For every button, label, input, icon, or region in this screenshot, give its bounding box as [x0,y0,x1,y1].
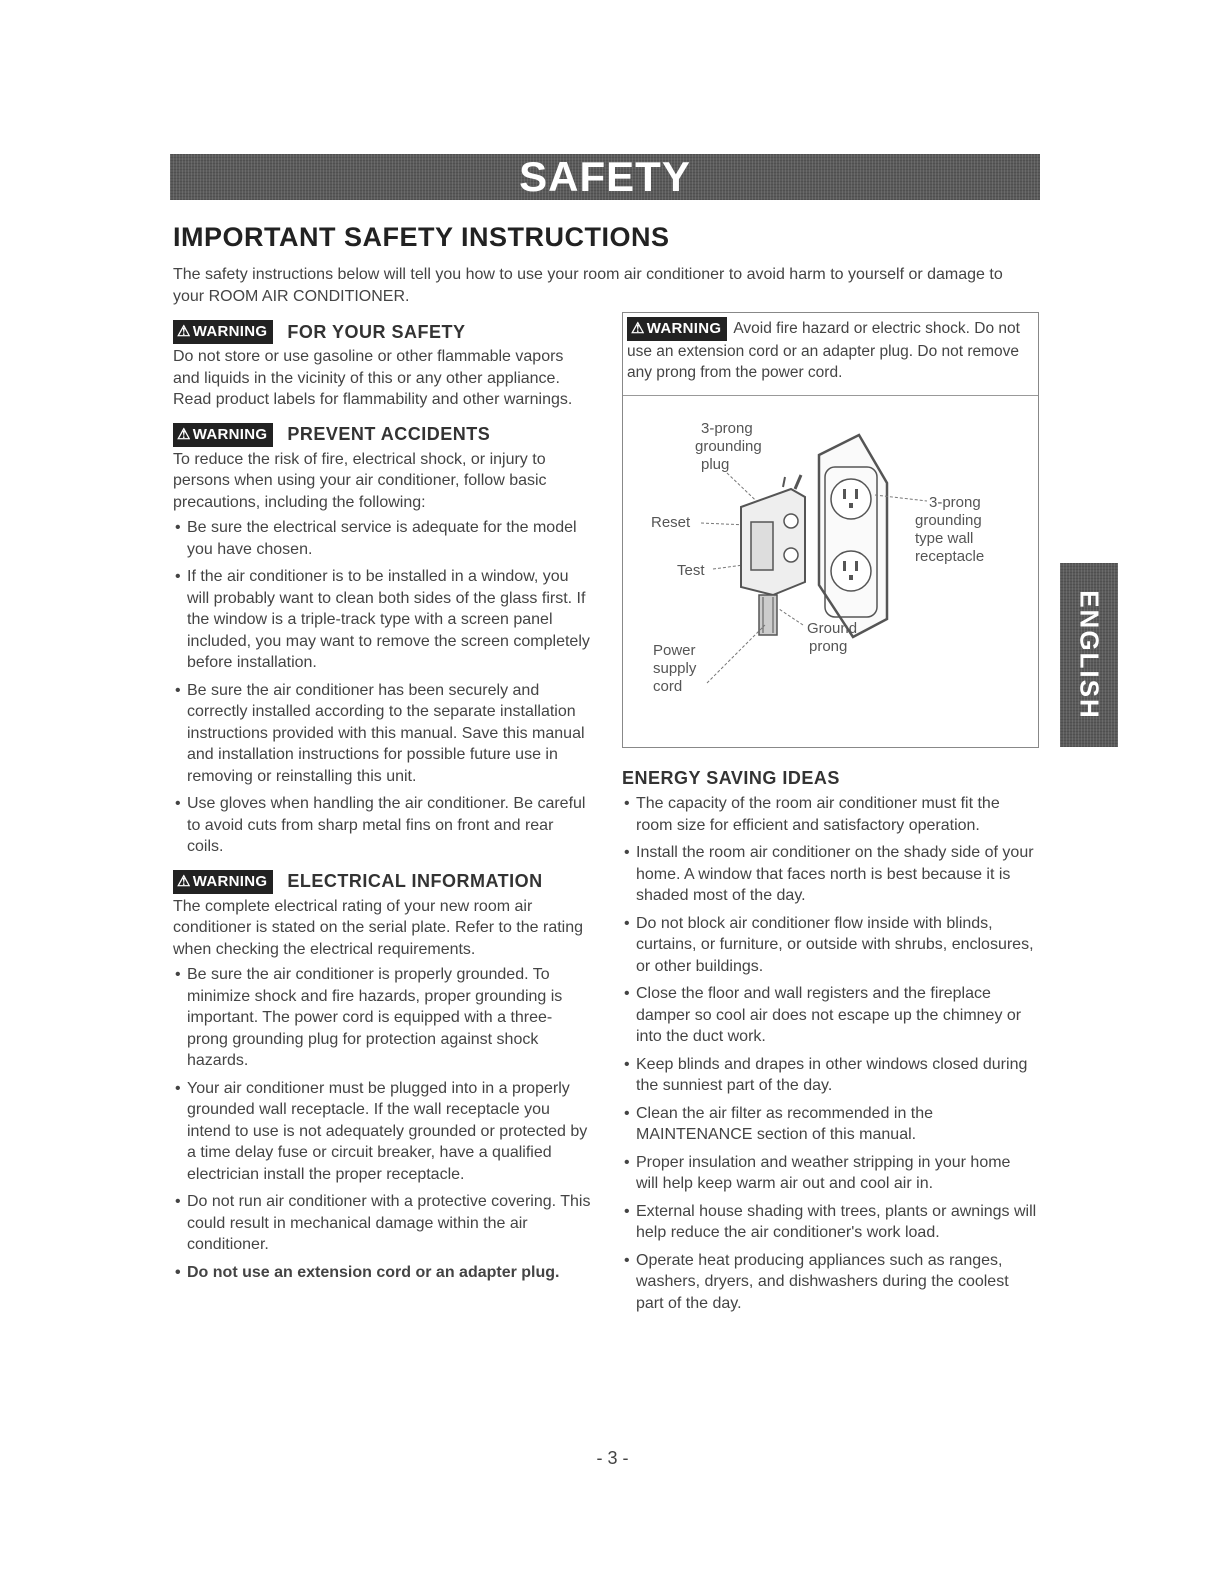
list-item: • Install the room air conditioner on the shady side of your home. A window that faces north is best because it is shaded most of the day. [622,842,1037,907]
warning-triangle-icon: ⚠ [631,320,645,337]
warning-badge: ⚠ WARNING [627,317,727,341]
warning-box-text: Avoid fire hazard or electric shock. Do not use an extension cord or an adapter plug. Do not remove any prong from the power cord. [627,320,1020,381]
section-text: The complete electrical rating of your new room air conditioner is stated on the serial plate. Refer to the rating when checking the electrical requirements. [173,897,584,958]
plug-icon [741,475,805,635]
warning-box [622,312,1039,748]
warning-triangle-icon: ⚠ [177,323,191,340]
warning-badge: ⚠ WARNING [173,870,273,894]
label-receptacle: 3-prong grounding type wall receptacle [915,494,985,565]
language-tab-label: ENGLISH [1074,590,1105,720]
list-item: • Be sure the air conditioner is properly grounded. To minimize shock and fire hazards, proper grounding is important. The power cord is equipped with a three-prong grounding plug for protection against shock hazards. [173,964,593,1072]
language-tab [1060,563,1118,747]
section-title: ENERGY SAVING IDEAS [622,768,840,788]
section-electrical-information [173,870,593,1284]
list-item-bold: • Do not use an extension cord or an adapter plug. [173,1262,593,1284]
warning-triangle-icon: ⚠ [177,872,191,890]
energy-list [622,793,1037,1314]
warning-badge: ⚠ WARNING [173,320,273,344]
receptacle-icon [819,435,887,637]
section-prevent-accidents [173,423,593,858]
list-item: • Close the floor and wall registers and the fireplace damper so cool air does not escape up the chimney or into the duct work. [622,983,1037,1048]
list-item: • Clean the air filter as recommended in the MAINTENANCE section of this manual. [622,1103,1037,1146]
banner-title: SAFETY [519,153,691,200]
page-title: IMPORTANT SAFETY INSTRUCTIONS [173,222,670,252]
list-item: • Do not run air conditioner with a protective covering. This could result in mechanical damage within the air conditioner. [173,1191,593,1256]
section-title: ELECTRICAL INFORMATION [287,871,543,891]
safety-banner [170,154,1040,200]
section-title: FOR YOUR SAFETY [287,321,466,342]
left-column [173,320,593,1295]
divider [623,395,1038,396]
list-item: • External house shading with trees, plants or awnings will help reduce the air conditioner's work load. [622,1201,1037,1244]
list-item: • Keep blinds and drapes in other windows closed during the sunniest part of the day. [622,1054,1037,1097]
list-item: • Your air conditioner must be plugged into in a properly grounded wall receptacle. If the wall receptacle you intend to use is not adequately grounded or protected by a time delay fuse or circuit breaker, have a qualified electrician install the proper receptacle. [173,1078,593,1186]
list-item: • Use gloves when handling the air conditioner. Be careful to avoid cuts from sharp metal fins on front and rear coils. [173,793,593,858]
right-column [622,312,1037,1320]
section-text: Do not store or use gasoline or other flammable vapors and liquids in the vicinity of this or any other appliance. Read product labels for flammability and other warnings. [173,348,573,408]
list-item: • The capacity of the room air conditioner must fit the room size for efficient and satisfactory operation. [622,793,1037,836]
plug-receptacle-diagram [623,397,1038,747]
list-item: • Do not block air conditioner flow inside with blinds, curtains, or furniture, or outside with shrubs, enclosures, or other buildings. [622,913,1037,978]
list-item: • Operate heat producing appliances such as ranges, washers, dryers, and dishwashers during the coolest part of the day. [622,1250,1037,1315]
list-item: • Be sure the air conditioner has been securely and correctly installed according to the separate installation instructions provided with this manual. Save this manual and installation instructions for possible future use in removing or reinstalling this unit. [173,680,593,788]
warning-badge: ⚠ WARNING [173,423,273,447]
leader-line [707,625,765,683]
label-test: Test [677,562,705,579]
intro-paragraph: The safety instructions below will tell you how to use your room air conditioner to avoid harm to yourself or damage to your ROOM AIR CONDITIONER. [173,266,1003,305]
warning-triangle-icon: ⚠ [177,425,191,443]
label-ground: Ground prong [807,620,858,655]
label-plug: 3-prong grounding plug [695,420,762,473]
page-number: - 3 - [596,1448,629,1468]
leader-line [779,609,803,625]
list-item: • If the air conditioner is to be installed in a window, you will probably want to clean both sides of the glass first. If the window is a triple-track type with a screen panel included, you may want to remove the screen completely before installation. [173,566,593,674]
list-item: • Proper insulation and weather stripping in your home will help keep warm air out and cool air in. [622,1152,1037,1195]
section-for-your-safety [173,320,593,411]
list-item: • Be sure the electrical service is adequate for the model you have chosen. [173,517,593,560]
label-power: Power supply cord [653,642,697,695]
section-text: To reduce the risk of fire, electrical shock, or injury to persons when using your air conditioner, follow basic precautions, including the following: [173,450,547,511]
label-reset: Reset [651,514,691,531]
section-title: PREVENT ACCIDENTS [287,424,491,444]
